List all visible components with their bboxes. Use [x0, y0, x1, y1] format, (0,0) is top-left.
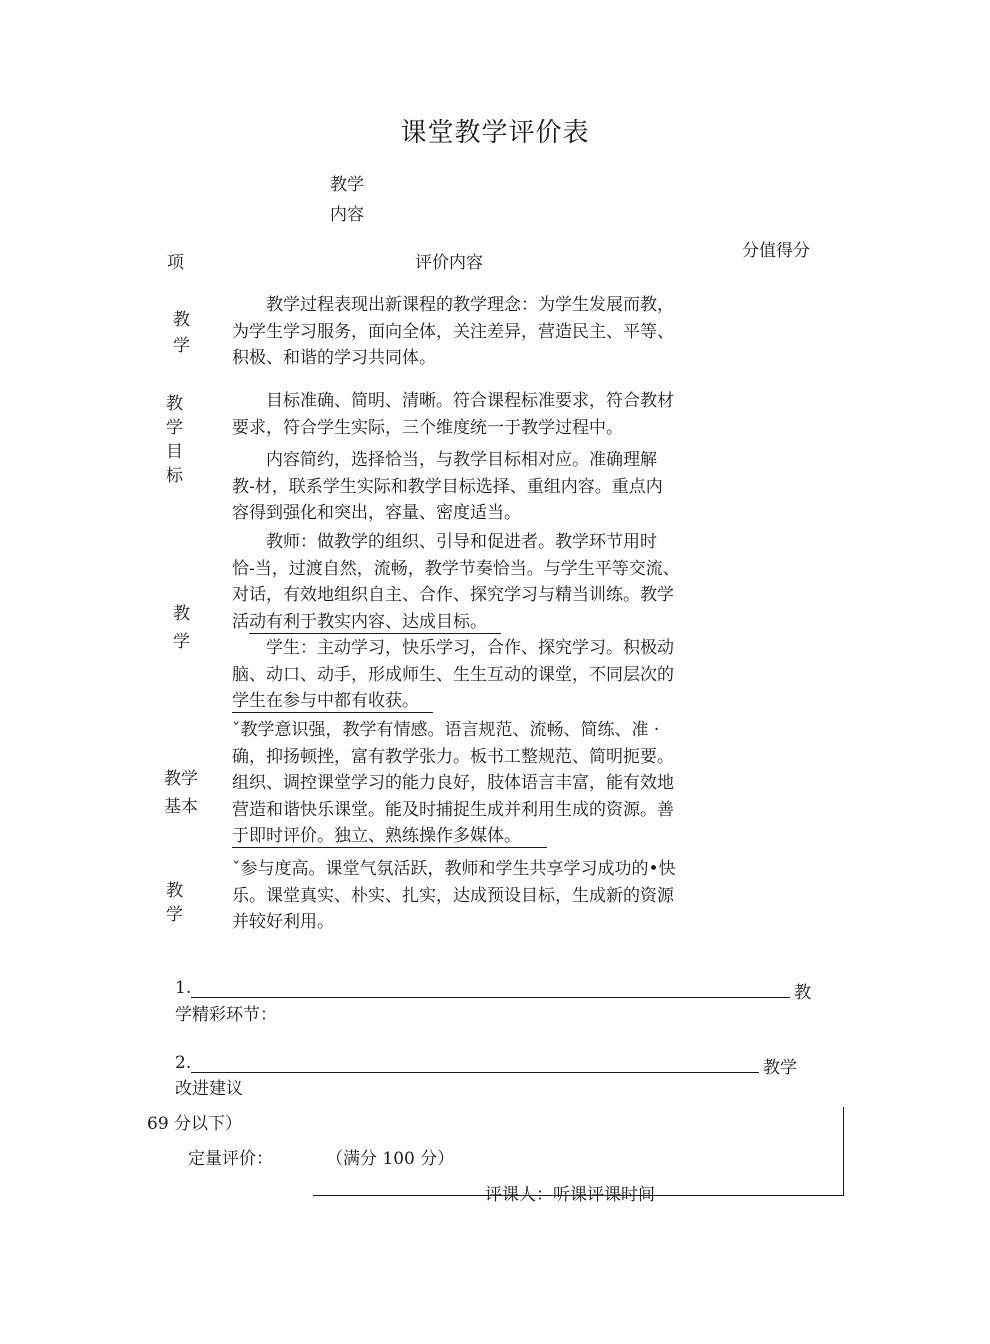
row-label-objectives-line1: 教: [166, 394, 183, 414]
row-label-concept-line2: 学: [173, 336, 190, 356]
note-item-2-number: 2.: [175, 1053, 192, 1073]
row-label-basic-skills-line2: 基本: [164, 797, 198, 817]
grade-note: 69 分以下）: [147, 1114, 243, 1134]
row-criteria-basic-skills: [232, 717, 674, 850]
quantitative-value: （满分 100 分）: [326, 1149, 455, 1169]
row-criteria-effect: [232, 856, 676, 936]
note-item-2-label-clipped: [175, 1078, 243, 1099]
row-label-objectives-line3: 目: [166, 442, 183, 462]
note-item-2-blank-line: [191, 1072, 759, 1073]
note-item-1-blank-line: [191, 997, 790, 998]
row-label-process-line2: 学: [173, 632, 190, 652]
column-header-score-text: 分值得分: [742, 241, 810, 261]
teaching-content-label: [330, 170, 364, 230]
column-header-criteria-text: 评价内容: [415, 253, 483, 273]
criteria-line: 脑、动口、动手，形成师生、生生互动的课堂，不同层次的: [232, 664, 674, 685]
reviewer-line: 评课人：听课评课时间: [485, 1185, 655, 1205]
row-label-basic-skills-line1: 教学: [164, 769, 198, 789]
criteria-line: 组织、调控课堂学习的能力良好，肢体语言丰富，能有效地: [232, 773, 674, 793]
note-item-2-label: 改进建议: [175, 1079, 243, 1099]
criteria-line: 目标准确、简明、清晰。符合课程标准要求，符合教材: [232, 391, 674, 411]
row-criteria-process: [232, 529, 680, 715]
criteria-line: 容得到强化和突出，容量、密度适当。: [232, 503, 521, 523]
quantitative-label: 定量评价：: [188, 1149, 273, 1169]
criteria-line: 并较好利用。: [232, 912, 334, 932]
criteria-line-underlined: [232, 609, 680, 636]
criteria-line: 学生：主动学习，快乐学习，合作、探究学习。积极动: [232, 638, 674, 658]
teaching-content-label-line1: 教学: [330, 175, 364, 195]
note-item-2-tail: 教学: [763, 1058, 797, 1078]
criteria-line: 教师：做教学的组织、引导和促进者。教学环节用时: [232, 532, 657, 552]
row-criteria-concept: [232, 292, 674, 368]
column-header-item: [167, 252, 184, 273]
column-header-score: [742, 240, 810, 261]
criteria-line: 对话，有效地组织自主、合作、探究学习与精当训练。教学: [232, 585, 674, 605]
row-label-effect: [166, 879, 183, 927]
criteria-line: 要求，符合学生实际，三个维度统一于教学过程中。: [232, 417, 623, 438]
row-label-concept: [173, 307, 190, 359]
column-header-criteria: [415, 252, 483, 273]
criteria-line: 恰-当，过渡自然，流畅，教学节奏恰当。与学生平等交流、: [232, 558, 680, 579]
criteria-underlined-part: 动有利于教实内容、达成目标。: [249, 612, 501, 634]
criteria-line: 教学过程表现出新课程的教学理念：为学生发展而教，: [232, 295, 674, 315]
note-item-1-tail: 教: [794, 983, 811, 1003]
criteria-line: 营造和谐快乐课堂。能及时捕捉生成并利用生成的资源。善: [232, 799, 674, 820]
row-label-concept-line1: 教: [173, 310, 190, 330]
row-label-effect-line1: 教: [166, 881, 183, 901]
row-label-objectives-line4: 标: [166, 466, 183, 486]
criteria-line: 为学生学习服务，面向全体，关注差异，营造民主、平等、: [232, 321, 674, 342]
criteria-line: 确，抑扬顿挫，富有教学张力。板书工整规范、简明扼要。: [232, 746, 674, 767]
teaching-content-label-line2: 内容: [330, 205, 364, 225]
criteria-line-underlined: [232, 688, 680, 715]
row-label-process: [173, 600, 190, 656]
criteria-line: 积极、和谐的学习共同体。: [232, 348, 436, 368]
row-criteria-objectives: [232, 388, 674, 441]
page-title: 课堂教学评价表: [400, 118, 590, 148]
criteria-line: 乐。课堂真实、朴实、扎实，达成预设目标，生成新的资源: [232, 885, 674, 906]
row-criteria-content: [232, 447, 663, 527]
criteria-line: 教-材，联系学生实际和教学目标选择、重组内容。重点内: [232, 476, 663, 497]
row-label-objectives: [166, 392, 183, 488]
criteria-underlined-part: 于即时评价。独立、熟练操作多媒体。: [232, 826, 547, 848]
row-label-effect-line2: 学: [166, 905, 183, 925]
note-item-1-number: 1.: [175, 978, 192, 998]
criteria-underlined-part: 学生在参与中都有收获。: [232, 691, 433, 713]
footer-right-border: [843, 1107, 844, 1196]
criteria-line: ˇ教学意识强，教学有情感。语言规范、流畅、简练、准 ·: [232, 720, 660, 740]
criteria-line: 内容简约，选择恰当，与教学目标相对应。准确理解: [232, 450, 657, 470]
note-item-1-label: 学精彩环节：: [175, 1005, 277, 1025]
row-label-process-line1: 教: [173, 604, 190, 624]
column-header-item-text: 项: [167, 253, 184, 273]
criteria-plain-part: 活: [232, 611, 249, 632]
row-label-basic-skills: [164, 765, 198, 821]
criteria-line-underlined: [232, 823, 674, 850]
row-label-objectives-line2: 学: [166, 418, 183, 438]
criteria-line: ˇ参与度高。课堂气氛活跃，教师和学生共享学习成功的•快: [232, 859, 676, 879]
criteria-line-clipped: [232, 345, 674, 368]
